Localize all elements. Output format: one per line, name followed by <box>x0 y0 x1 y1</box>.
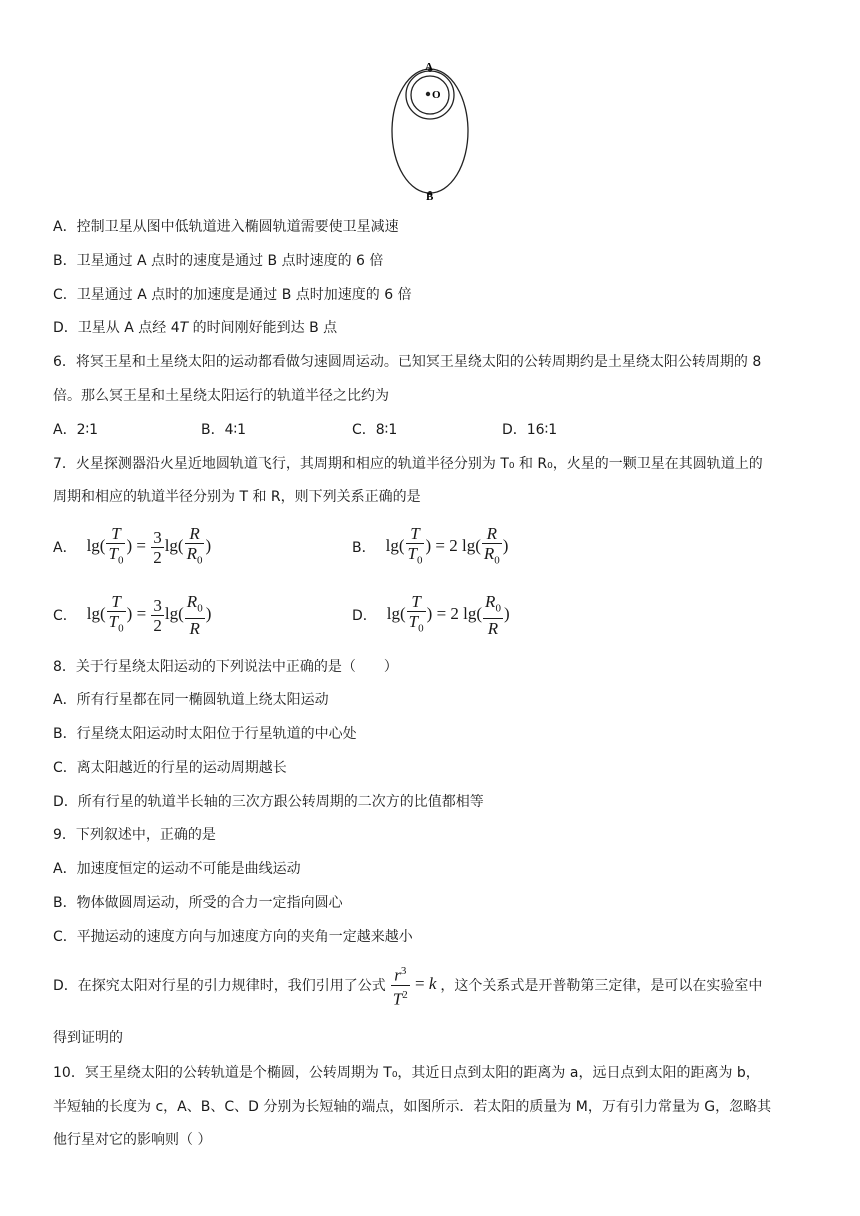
q9-option-b: B．物体做圆周运动，所受的合力一定指向圆心 <box>53 895 343 911</box>
q10-stem-line2: 半短轴的长度为 c，A、B、C、D 分别为长短轴的端点，如图所示．若太阳的质量为 M，万有引力常量为 G，忽略其 <box>53 1099 772 1115</box>
q8-stem: 8．关于行星绕太阳运动的下列说法中正确的是（ ） <box>53 659 398 675</box>
q8-option-a: A．所有行星都在同一椭圆轨道上绕太阳运动 <box>53 692 329 708</box>
q10-stem-line3: 他行星对它的影响则（ ） <box>53 1132 212 1148</box>
q5-d-post: 的时间刚好能到达 B 点 <box>188 320 338 336</box>
q7-a-formula: lg( $\frac{T}{T_0}$ ) = $\frac{3}{2}$ lg( $\frac{R}{R_0}$ ) <box>86 524 212 567</box>
q8-option-b: B．行星绕太阳运动时太阳位于行星轨道的中心处 <box>53 726 357 742</box>
q5-d-var: T <box>179 320 189 336</box>
q9-stem: 9．下列叙述中，正确的是 <box>53 827 216 843</box>
low-orbit-inner <box>411 76 449 114</box>
low-orbit-outer <box>406 71 454 119</box>
elliptical-orbit <box>392 69 468 193</box>
orbit-diagram <box>388 60 478 200</box>
q7-option-d <box>352 592 510 638</box>
label-o: O <box>432 89 441 101</box>
q7-d-label: D． <box>352 608 377 625</box>
q5-option-a: A．控制卫星从图中低轨道进入椭圆轨道需要使卫星减速 <box>53 219 399 235</box>
q7-option-c <box>53 592 211 638</box>
q7-d-formula: lg( $\frac{T}{T_0}$ ) = 2 lg( $\frac{R_0}{R}$ ) <box>386 592 510 639</box>
q7-stem-line1: 7．火星探测器沿火星近地圆轨道飞行，其周期和相应的轨道半径分别为 T₀ 和 R₀，火星的一颗卫星在其圆轨道上的 <box>53 456 763 472</box>
q7-stem-line2: 周期和相应的轨道半径分别为 T 和 R，则下列关系正确的是 <box>53 489 421 505</box>
q6-stem-line1: 6．将冥王星和土星绕太阳的运动都看做匀速圆周运动。已知冥王星绕太阳的公转周期约是土星绕太阳公转周期的 8 <box>53 354 762 370</box>
q9-option-d <box>53 962 762 1008</box>
q9-d-pre: D．在探究太阳对行星的引力规律时，我们引用了公式 <box>53 978 386 995</box>
q9-option-a: A．加速度恒定的运动不可能是曲线运动 <box>53 861 301 877</box>
q6-option-a: A．2∶1 <box>53 422 99 438</box>
q5-option-b: B．卫星通过 A 点时的速度是通过 B 点时速度的 6 倍 <box>53 253 384 269</box>
q7-option-b <box>352 524 508 570</box>
q6-option-b: B．4∶1 <box>201 422 247 438</box>
q6-option-c: C．8∶1 <box>352 422 398 438</box>
q7-b-label: B． <box>352 540 376 557</box>
q7-c-formula: lg( $\frac{T}{T_0}$ ) = $\frac{3}{2}$ lg( $\frac{R_0}{R}$ ) <box>86 592 212 639</box>
q8-option-d: D．所有行星的轨道半长轴的三次方跟公转周期的二次方的比值都相等 <box>53 794 484 810</box>
q8-option-c: C．离太阳越近的行星的运动周期越长 <box>53 760 287 776</box>
q5-option-d <box>53 318 337 338</box>
q9-d-post: ，这个关系式是开普勒第三定律，是可以在实验室中 <box>440 978 763 995</box>
q5-d-pre: D．卫星从 A 点经 4 <box>53 320 180 336</box>
q9-d-formula: $\frac{r^3}{T^2}$ = k <box>390 962 437 1008</box>
q7-c-label: C． <box>53 608 77 625</box>
label-a: A <box>425 61 433 73</box>
q6-option-d: D．16∶1 <box>502 422 558 438</box>
q7-a-label: A． <box>53 540 77 557</box>
q5-option-c: C．卫星通过 A 点时的加速度是通过 B 点时加速度的 6 倍 <box>53 287 412 303</box>
q7-option-a <box>53 524 211 570</box>
q9-option-c: C．平抛运动的速度方向与加速度方向的夹角一定越来越小 <box>53 929 413 945</box>
center-o <box>426 92 430 96</box>
q7-b-formula: lg( $\frac{T}{T_0}$ ) = 2 lg( $\frac{R}{R_0}$ ) <box>385 524 509 567</box>
q10-stem-line1: 10．冥王星绕太阳的公转轨道是个椭圆，公转周期为 T₀，其近日点到太阳的距离为 a，远日点到太阳的距离为 b， <box>53 1065 760 1081</box>
label-b: B <box>426 191 434 200</box>
q9-option-d-line2: 得到证明的 <box>53 1030 123 1046</box>
q6-stem-line2: 倍。那么冥王星和土星绕太阳运行的轨道半径之比约为 <box>53 388 389 404</box>
